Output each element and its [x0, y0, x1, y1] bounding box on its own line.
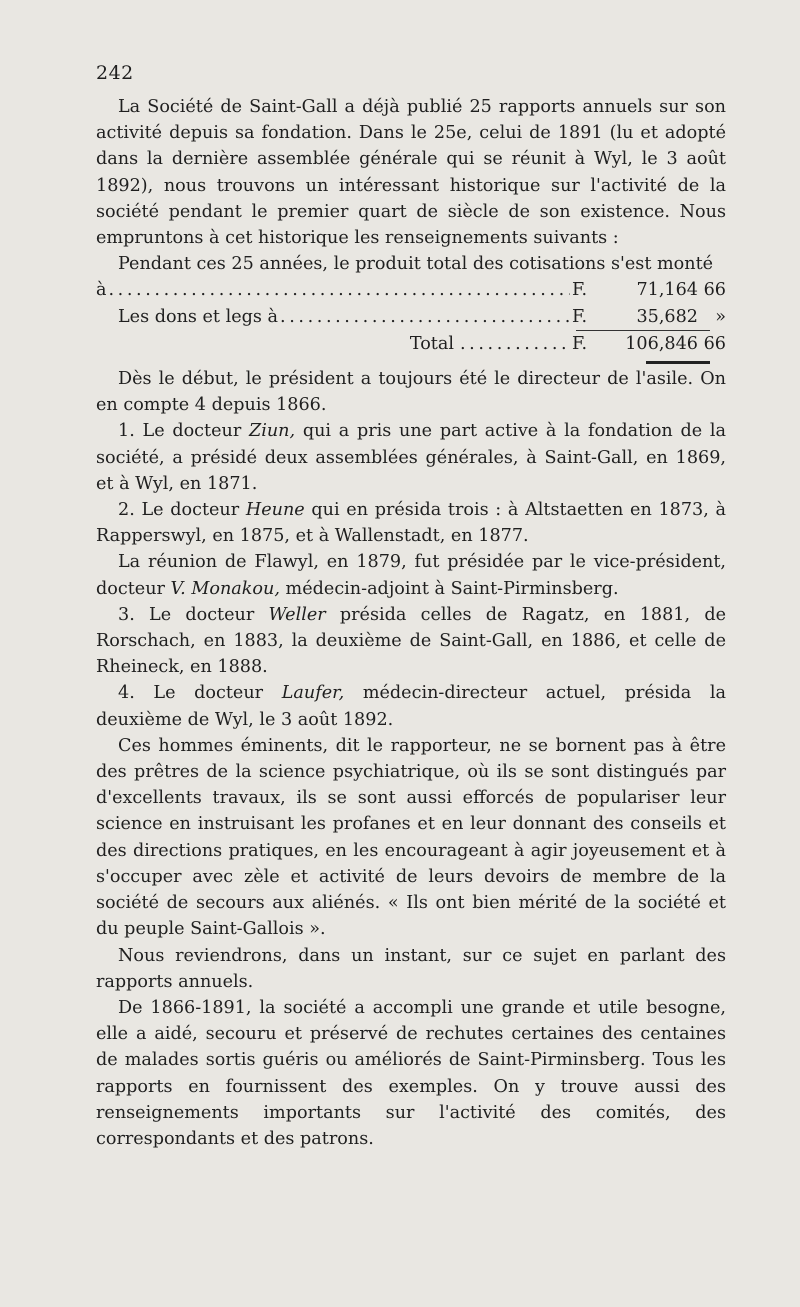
paragraph-flawyl — [96, 549, 726, 601]
total-label: Total — [409, 333, 454, 354]
ledger-row-label: Les dons et legs à — [118, 306, 279, 327]
paragraph-presidents: Dès le début, le président a toujours été le directeur de l'asile. On en compte 4 depuis 1866. — [96, 369, 726, 416]
paragraph-intro: La Société de Saint-Gall a déjà publié 25 rapports annuels sur son activité depuis sa fondation. Dans le 25e, celui de 1891 (lu et adopté dans la dernière assemblée générale qui se réunit à Wyl, le 3 août 1892), nous trouvons un intéressant historique sur l'activité de la société pendant le premier quart de siècle de son existence. Nous empruntons à cet historique les renseignements suivants : — [96, 97, 726, 249]
paragraph-besogne: De 1866-1891, la société a accompli une grande et utile besogne, elle a aidé, secouru et préservé de rechutes certaines des centaines de malades sortis guéris ou améliorés de Saint-Pirminsberg. Tous les rapports en fournissent des exemples. On y trouve aussi des renseignements importants sur l'activité des comités, des correspondants et des patrons. — [96, 997, 726, 1149]
paragraph-president-2 — [96, 497, 726, 549]
ledger-row-label: à — [96, 280, 107, 301]
text-run: médecin-adjoint à Saint-Pirminsberg. — [279, 578, 619, 599]
leader-dots — [280, 304, 570, 330]
ledger-row-dons — [96, 304, 726, 330]
person-name: Laufer, — [281, 683, 345, 704]
text-run: 1. Le docteur — [118, 421, 249, 442]
paragraph-cotisations: Pendant ces 25 années, le produit total des cotisations s'est monté — [118, 254, 714, 275]
page-body — [96, 94, 726, 1152]
paragraph-president-3 — [96, 602, 726, 681]
ledger-amount: 35,682 — [636, 306, 698, 327]
total-amount: 106,846 — [625, 333, 698, 354]
text-run: qui en présida trois : à Altstaetten en 1873, à Rapperswyl, en 1875, et à Wallenstadt, en 1877. — [96, 500, 726, 547]
total-cents: 66 — [703, 333, 726, 354]
ledger-currency: F. — [572, 306, 588, 327]
ledger-currency: F. — [572, 280, 588, 301]
total-rule — [646, 361, 710, 364]
text-run: La réunion de Flawyl, en 1879, fut présidée par le vice-président, docteur — [96, 552, 726, 599]
ledger-cents: 66 — [703, 280, 726, 301]
ledger-currency: F. — [572, 333, 588, 354]
text-run: 3. Le docteur — [118, 604, 269, 625]
page-number: 242 — [96, 62, 134, 84]
person-name: Weller — [268, 604, 326, 625]
person-name: V. Monakou, — [170, 578, 280, 599]
ledger-cents: » — [715, 306, 726, 327]
text-run: médecin-directeur actuel, présida la deuxième de Wyl, le 3 août 1892. — [96, 683, 727, 730]
text-run: présida celles de Ragatz, en 1881, de Rorschach, en 1883, la deuxième de Saint-Gall, en 1886, et celle de Rheineck, en 1888. — [96, 604, 727, 678]
text-run: qui a pris une part active à la fondation de la société, a présidé deux assemblées générales, à Saint-Gall, en 1869, et à Wyl, en 1871. — [96, 421, 726, 494]
paragraph-president-1 — [96, 418, 726, 497]
person-name: Ziun, — [248, 421, 296, 442]
leader-dots — [109, 277, 571, 303]
text-run: 2. Le docteur — [118, 500, 246, 521]
leader-dots — [460, 331, 570, 357]
ledger-row-cotisations — [96, 277, 726, 303]
person-name: Heune — [245, 500, 305, 521]
paragraph-president-4 — [96, 680, 726, 732]
ledger-row-total — [96, 331, 726, 357]
paragraph-eminents: Ces hommes éminents, dit le rapporteur, ne se bornent pas à être des prêtres de la science psychiatrique, où ils se sont distingués par d'excellents travaux, ils se sont aussi efforcés de populariser leur science en instruisant les profanes et en leur donnant des conseils et des directions pratiques, en les encourageant à agir joyeusement et à s'occuper avec zèle et activité de leurs devoirs de membre de la société de secours aux aliénés. « Ils ont bien mérité de la société et du peuple Saint-Gallois ». — [96, 735, 726, 940]
ledger-amount: 71,164 — [636, 280, 698, 301]
text-run: 4. Le docteur — [118, 683, 282, 704]
paragraph-reviendrons: Nous reviendrons, dans un instant, sur ce sujet en parlant des rapports annuels. — [96, 945, 726, 992]
